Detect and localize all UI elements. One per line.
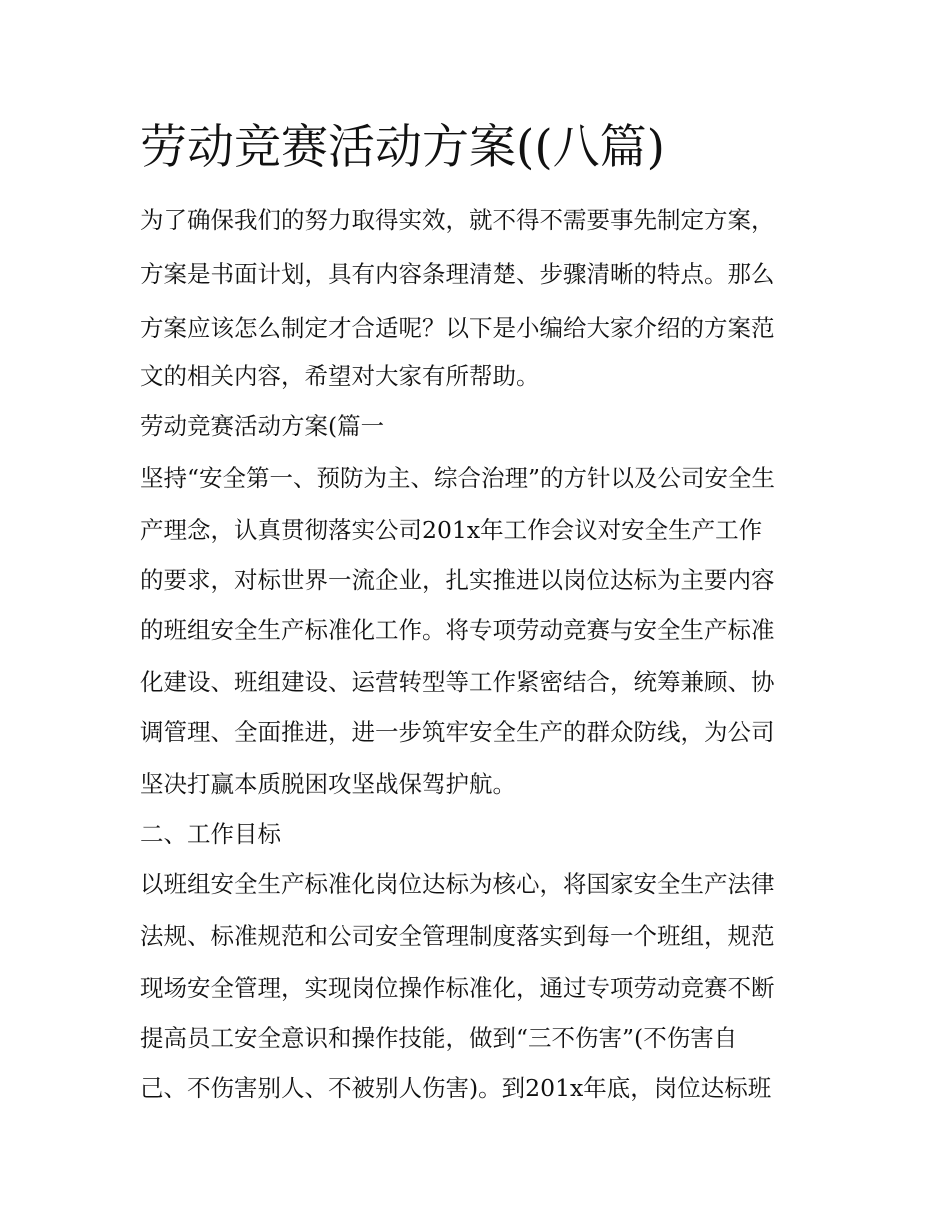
paragraph-line: 调管理、全面推进，进一步筑牢安全生产的群众防线，为公司	[140, 718, 775, 746]
paragraph-line: 坚持“安全第一、预防为主、综合治理”的方针以及公司安全生	[140, 464, 776, 492]
section-heading: 二、工作目标	[140, 820, 281, 848]
paragraph-line: 坚决打赢本质脱困攻坚战保驾护航。	[140, 770, 516, 798]
paragraph-line: 以班组安全生产标准化岗位达标为核心，将国家安全生产法律	[140, 870, 775, 898]
paragraph-line: 的班组安全生产标准化工作。将专项劳动竞赛与安全生产标准	[140, 616, 775, 644]
paragraph-line: 化建设、班组建设、运营转型等工作紧密结合，统筹兼顾、协	[140, 668, 775, 696]
section-heading: 劳动竞赛活动方案(篇一	[140, 412, 385, 440]
paragraph-line: 现场安全管理，实现岗位操作标准化，通过专项劳动竞赛不断	[140, 974, 775, 1002]
document-title: 劳动竞赛活动方案((八篇)	[140, 120, 666, 175]
paragraph-line: 产理念，认真贯彻落实公司201x年工作会议对安全生产工作	[140, 516, 763, 544]
paragraph-line: 方案是书面计划，具有内容条理清楚、步骤清晰的特点。那么	[140, 260, 775, 288]
paragraph-line: 为了确保我们的努力取得实效，就不得不需要事先制定方案，	[140, 206, 775, 234]
paragraph-line: 的要求，对标世界一流企业，扎实推进以岗位达标为主要内容	[140, 566, 775, 594]
paragraph-line: 方案应该怎么制定才合适呢？以下是小编给大家介绍的方案范	[140, 314, 775, 342]
paragraph-line: 文的相关内容，希望对大家有所帮助。	[140, 362, 540, 390]
paragraph-line: 提高员工安全意识和操作技能，做到“三不伤害”(不伤害自	[140, 1024, 738, 1052]
paragraph-line: 己、不伤害别人、不被别人伤害)。到201x年底，岗位达标班	[140, 1074, 772, 1102]
paragraph-line: 法规、标准规范和公司安全管理制度落实到每一个班组，规范	[140, 922, 775, 950]
